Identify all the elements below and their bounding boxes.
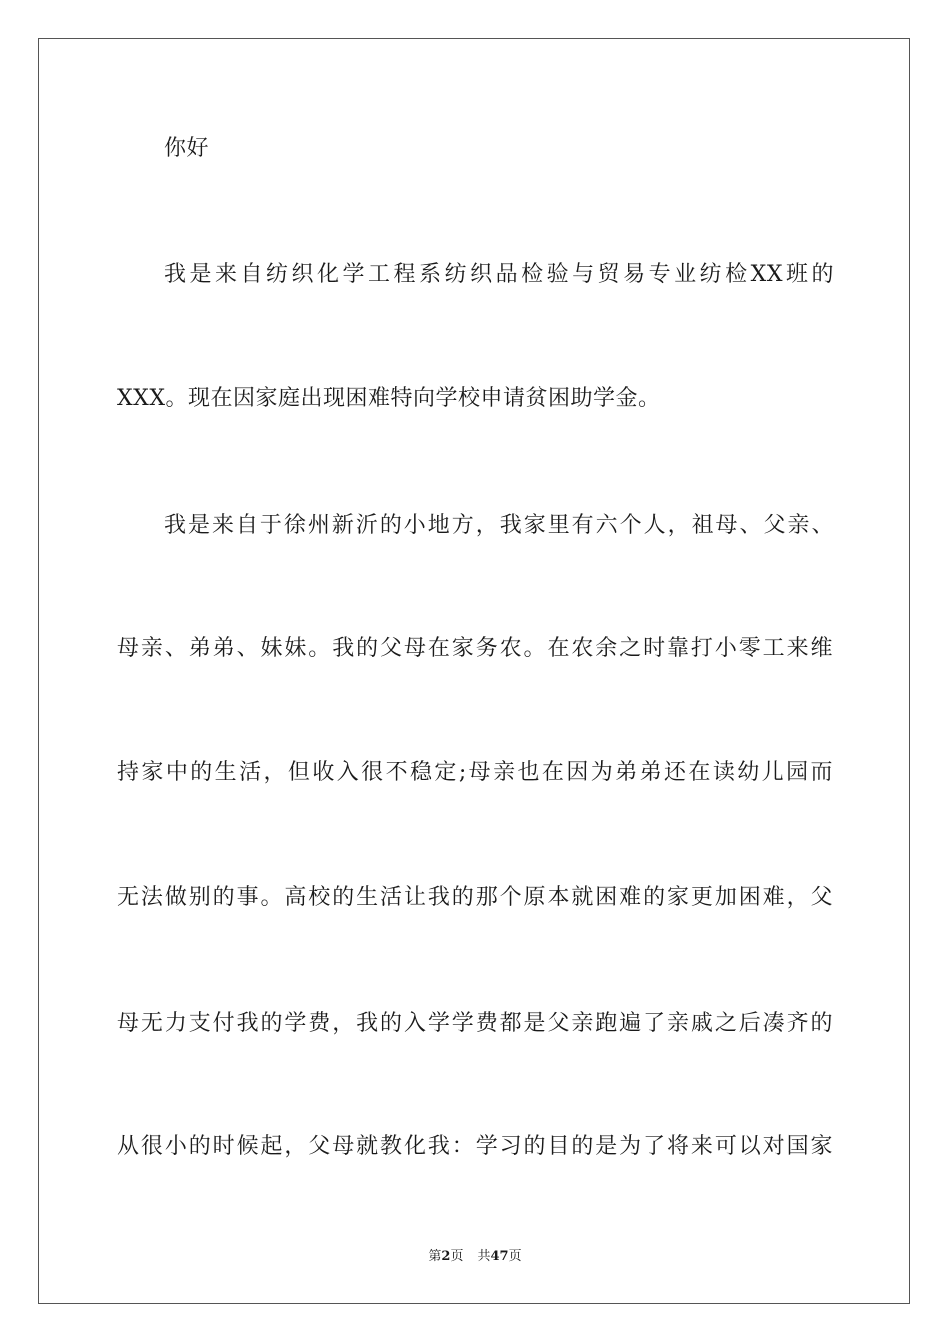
body-line-6: 无法做别的事。高校的生活让我的那个原本就困难的家更加困难，父: [117, 885, 833, 910]
body-line-7: 母无力支付我的学费，我的入学学费都是父亲跑遍了亲戚之后凑齐的: [117, 1011, 833, 1036]
body-line-1: 我是来自纺织化学工程系纺织品检验与贸易专业纺检XX班的: [164, 262, 834, 287]
body-line-4: 母亲、弟弟、妹妹。我的父母在家务农。在农余之时靠打小零工来维: [117, 636, 833, 661]
body-line-3: 我是来自于徐州新沂的小地方，我家里有六个人，祖母、父亲、: [164, 513, 834, 538]
body-line-5: 持家中的生活，但收入很不稳定;母亲也在因为弟弟还在读幼儿园而: [117, 760, 833, 785]
total-suffix: 页: [508, 1249, 522, 1264]
page-frame: [38, 38, 910, 1304]
page-suffix: 页: [450, 1249, 464, 1264]
page-prefix: 第: [428, 1249, 442, 1264]
body-line-2: XXX。现在因家庭出现困难特向学校申请贫困助学金。: [117, 386, 661, 411]
page-number: 2: [441, 1249, 451, 1264]
greeting-line: 你好: [164, 136, 210, 161]
body-line-8: 从很小的时候起，父母就教化我：学习的目的是为了将来可以对国家: [117, 1134, 833, 1159]
total-prefix: 共: [477, 1249, 491, 1264]
total-pages: 47: [490, 1249, 509, 1264]
page-footer: [0, 1248, 950, 1266]
